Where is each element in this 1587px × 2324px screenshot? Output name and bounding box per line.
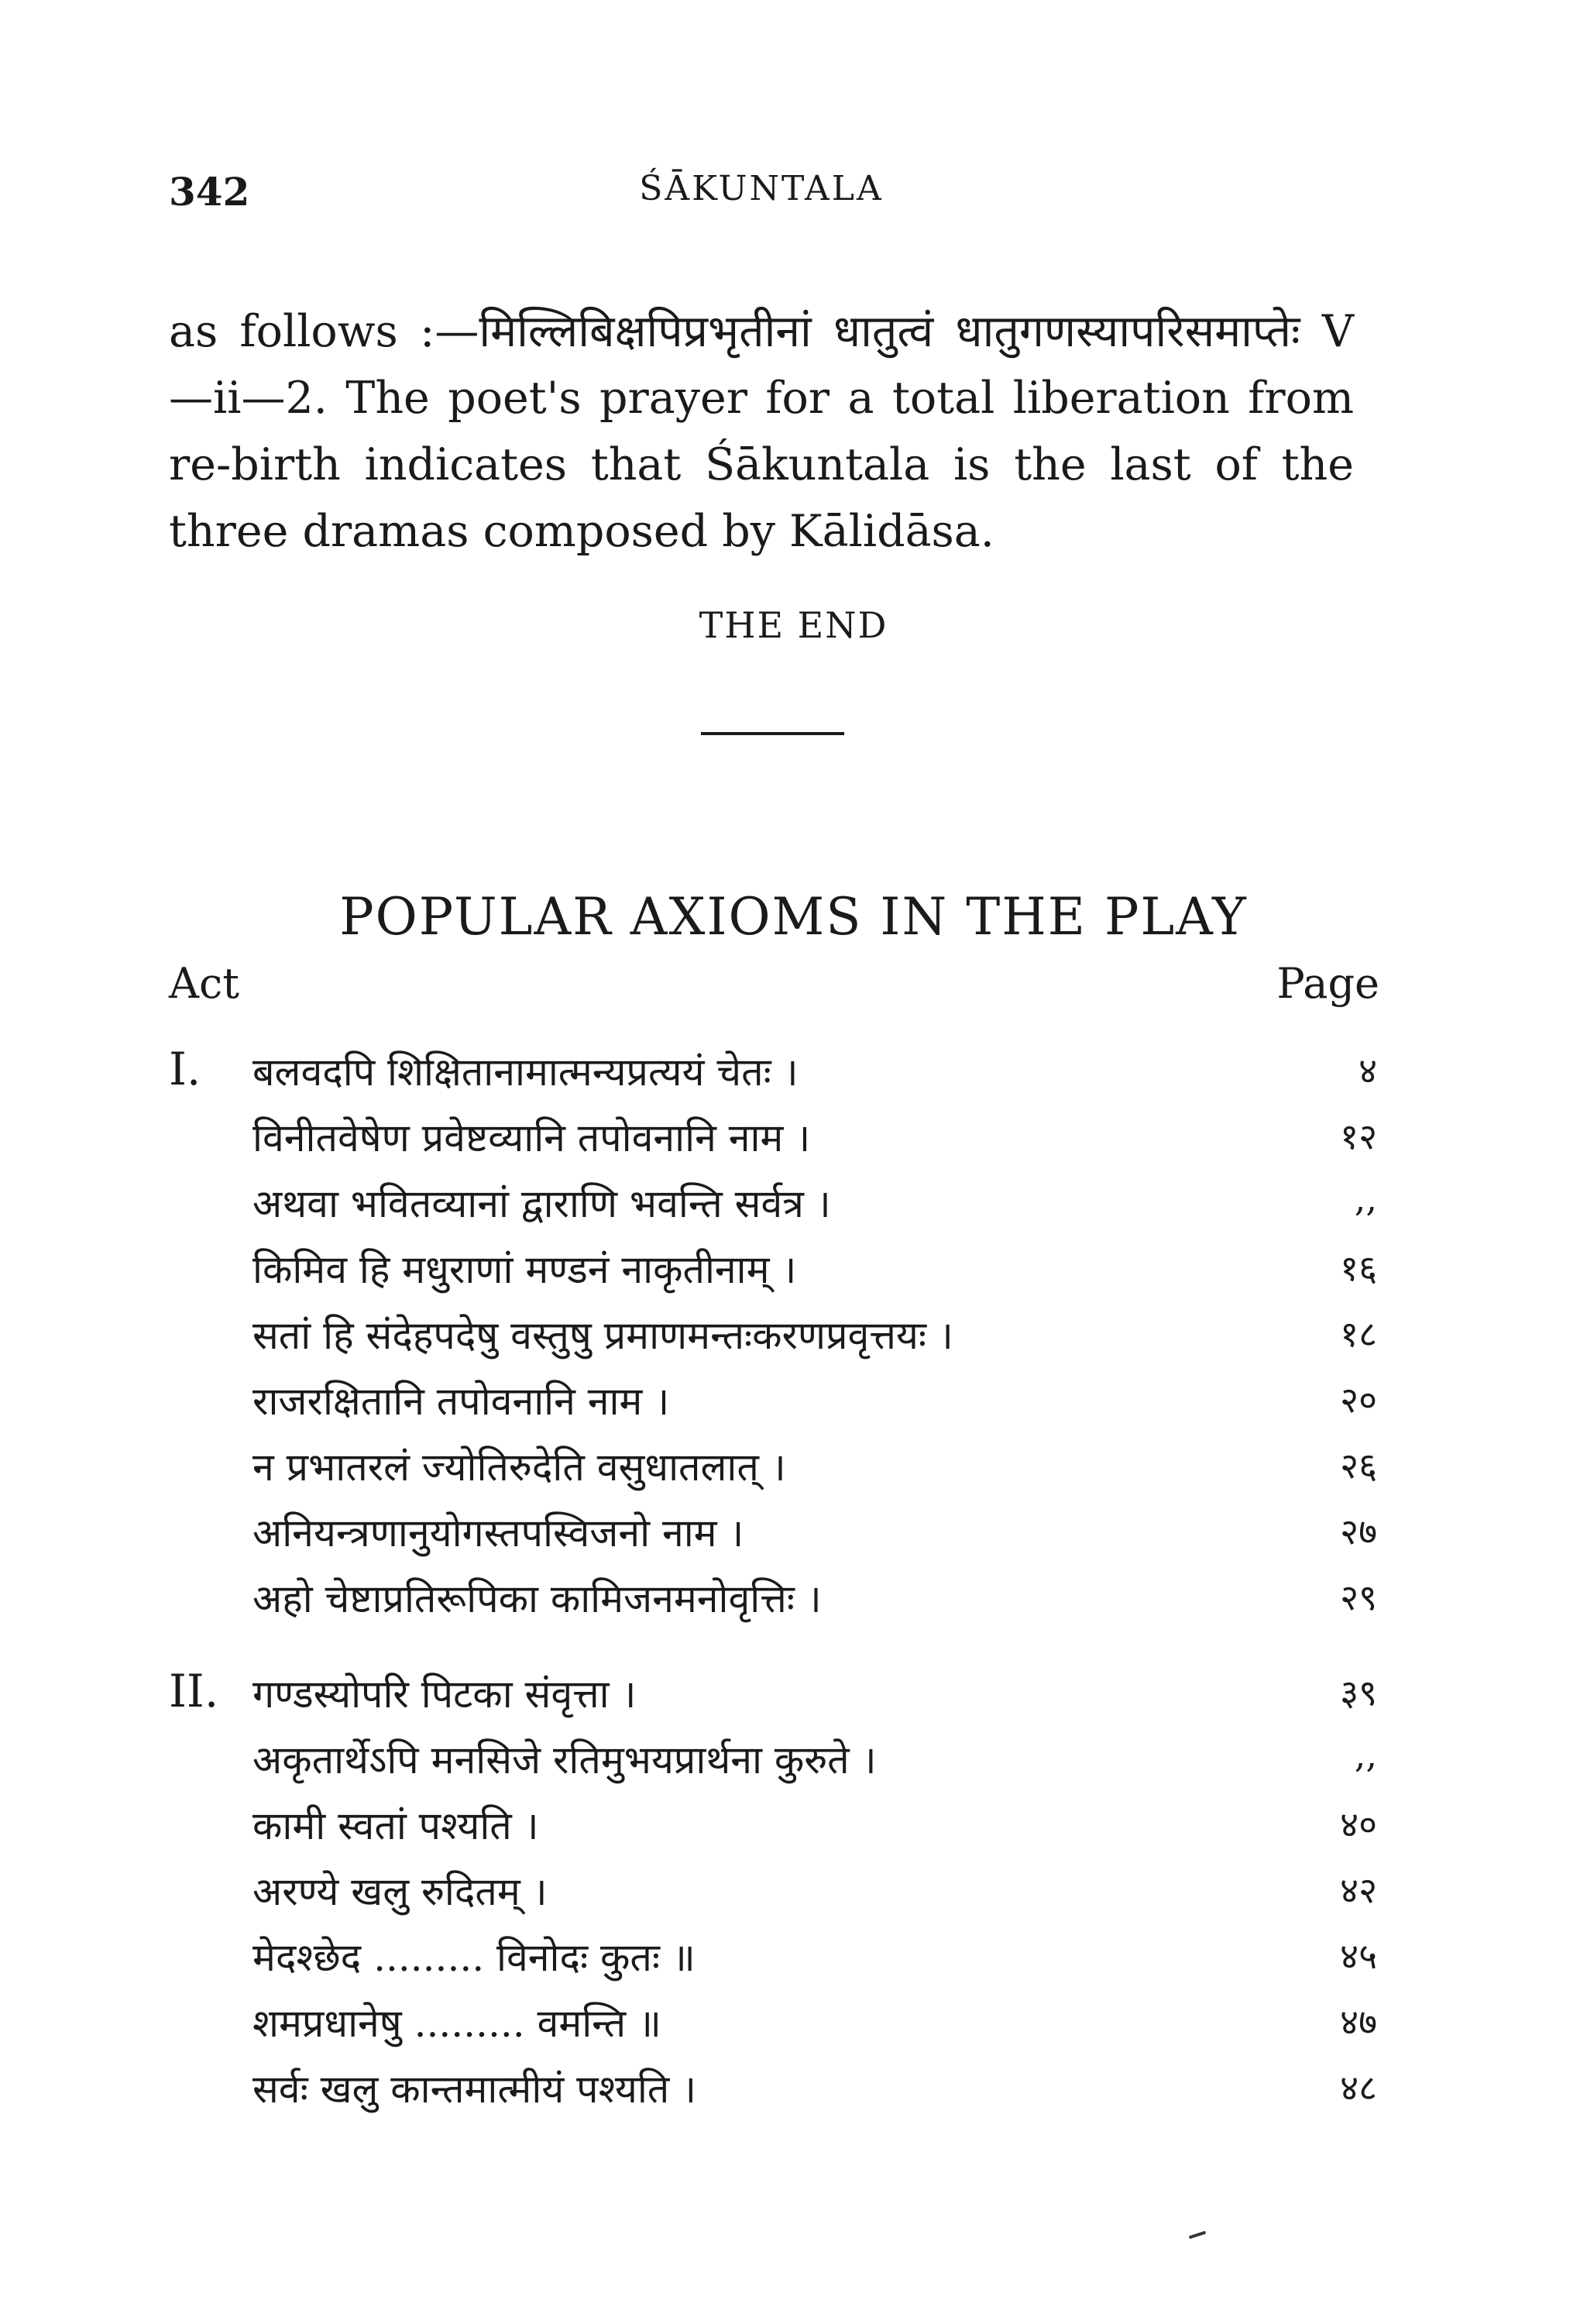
axiom-page-number: ४५ xyxy=(1340,1935,1377,1977)
axiom-page-number: ४२ xyxy=(1340,1869,1377,1911)
stray-mark xyxy=(1189,2231,1206,2240)
axiom-row xyxy=(169,1923,1377,1989)
axiom-page-number: १८ xyxy=(1340,1313,1377,1355)
axiom-page-number: ,, xyxy=(1354,1734,1377,1776)
body-paragraph: as follows :—मिल्लिबिक्षपिप्रभृतीनां धातुत्वं धातुगणस्यापरिसमाप्तेः V—ii—2. The poet's prayer for a total liberation from re-birth indicates that Śākuntala is the last of the three dramas composed by Kālidāsa. xyxy=(169,306,1354,557)
axiom-text: किमिव हि मधुराणां मण्डनं नाकृतीनाम् । xyxy=(252,1247,797,1292)
the-end-heading: THE END xyxy=(699,604,888,646)
axiom-page-number: २७ xyxy=(1340,1511,1377,1552)
axiom-text: मेदश्छेद ......... विनोदः कुतः ॥ xyxy=(252,1935,696,1980)
axiom-page-number: ३९ xyxy=(1340,1672,1377,1714)
axiom-row xyxy=(169,1565,1377,1631)
act-column-header: Act xyxy=(169,959,239,1008)
axiom-text: सर्वः खलु कान्तमात्मीयं पश्यति । xyxy=(252,2067,697,2112)
act-number: I. xyxy=(169,1043,201,1095)
axiom-row xyxy=(169,1989,1377,2055)
axiom-row xyxy=(169,1858,1377,1923)
axiom-text: अहो चेष्टाप्रतिरूपिका कामिजनमनोवृत्तिः । xyxy=(252,1576,822,1621)
axiom-text: सतां हि संदेहपदेषु वस्तुषु प्रमाणमन्तःकरणप्रवृत्तयः । xyxy=(252,1313,953,1358)
axiom-page-number: २६ xyxy=(1340,1445,1377,1487)
axiom-row xyxy=(169,2055,1377,2121)
axiom-text: कामी स्वतां पश्यति । xyxy=(252,1803,539,1848)
axiom-row xyxy=(169,1236,1377,1301)
page-column-header: Page xyxy=(1276,959,1379,1008)
axiom-page-number: २० xyxy=(1340,1379,1377,1421)
axiom-page-number: ४ xyxy=(1359,1050,1377,1092)
axiom-page-number: ४७ xyxy=(1340,2001,1377,2043)
axiom-text: बलवदपि शिक्षितानामात्मन्यप्रत्ययं चेतः । xyxy=(252,1050,799,1095)
axiom-row xyxy=(169,1792,1377,1858)
axiom-row xyxy=(169,1038,1377,1104)
act-number: II. xyxy=(169,1665,219,1717)
axiom-text: न प्रभातरलं ज्योतिरुदेति वसुधातलात् । xyxy=(252,1445,786,1490)
page-number: 342 xyxy=(169,169,250,215)
axiom-row xyxy=(169,1660,1377,1726)
axiom-page-number: ४८ xyxy=(1340,2067,1377,2109)
page-header xyxy=(169,169,1354,223)
axiom-row xyxy=(169,1170,1377,1236)
axiom-page-number: १६ xyxy=(1340,1247,1377,1289)
axiom-text: विनीतवेषेण प्रवेष्टव्यानि तपोवनानि नाम । xyxy=(252,1116,811,1160)
axiom-page-number: ४० xyxy=(1340,1803,1377,1845)
axiom-text: अनियन्त्रणानुयोगस्तपस्विजनो नाम । xyxy=(252,1511,744,1556)
axiom-row xyxy=(169,1433,1377,1499)
axiom-page-number: ,, xyxy=(1354,1177,1377,1219)
axiom-text: अथवा भवितव्यानां द्वाराणि भवन्ति सर्वत्र । xyxy=(252,1181,831,1226)
axiom-row xyxy=(169,1726,1377,1792)
axiom-text: राजरक्षितानि तपोवनानि नाम । xyxy=(252,1379,670,1424)
axiom-row xyxy=(169,1301,1377,1367)
running-title: ŚĀKUNTALA xyxy=(639,169,884,208)
divider-rule xyxy=(701,732,844,735)
axiom-page-number: १२ xyxy=(1340,1116,1377,1157)
axiom-row xyxy=(169,1104,1377,1170)
axiom-text: गण्डस्योपरि पिटका संवृत्ता । xyxy=(252,1672,637,1717)
axiom-row xyxy=(169,1367,1377,1433)
axiom-text: अरण्ये खलु रुदितम् । xyxy=(252,1869,548,1914)
axiom-row xyxy=(169,1499,1377,1565)
section-title: POPULAR AXIOMS IN THE PLAY xyxy=(339,887,1248,947)
axiom-page-number: २९ xyxy=(1340,1576,1377,1618)
axioms-list xyxy=(169,1038,1377,2121)
axiom-text: शमप्रधानेषु ......... वमन्ति ॥ xyxy=(252,2001,661,2046)
axiom-text: अकृतार्थेऽपि मनसिजे रतिमुभयप्रार्थना कुरुते । xyxy=(252,1738,877,1783)
